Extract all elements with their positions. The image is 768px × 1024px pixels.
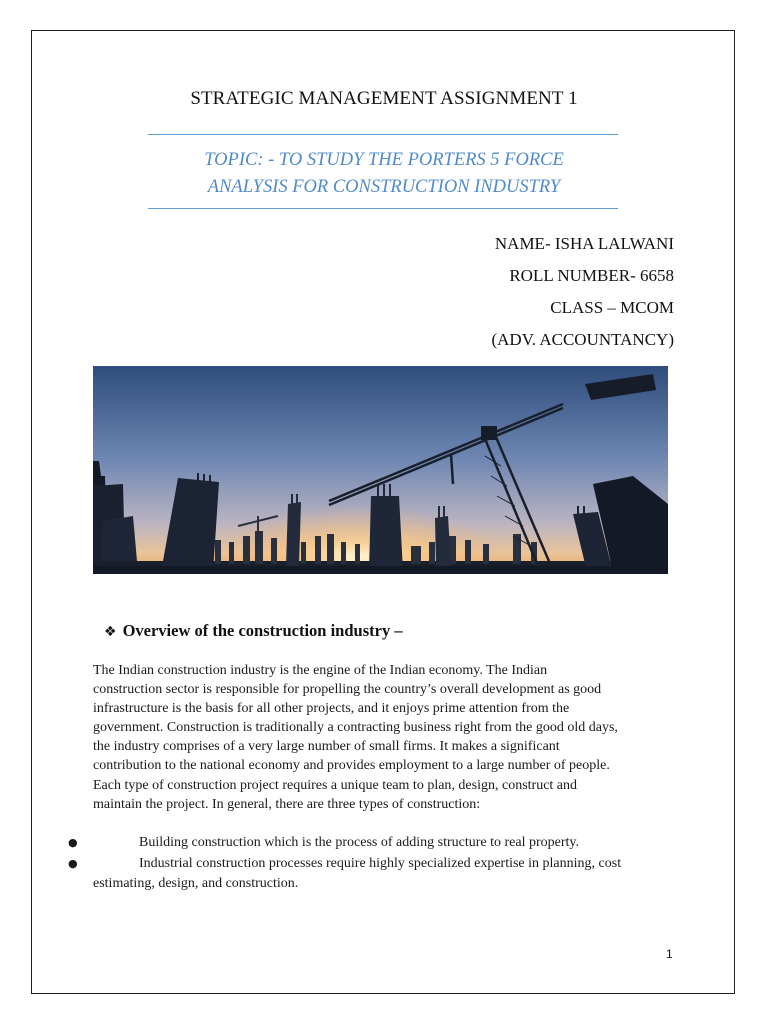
topic-line-2: ANALYSIS FOR CONSTRUCTION INDUSTRY bbox=[207, 177, 561, 197]
paragraph-line: construction sector is responsible for propelling the country’s overall development as good bbox=[93, 682, 602, 698]
list-item bbox=[0, 833, 768, 854]
roll-number: ROLL NUMBER- 6658 bbox=[509, 266, 674, 285]
paragraph-line: infrastructure is the basis for all other projects, and it enjoys prime attention from the bbox=[93, 701, 570, 717]
construction-site-photo bbox=[93, 366, 668, 574]
paragraph-line: The Indian construction industry is the engine of the Indian economy. The Indian bbox=[93, 663, 548, 678]
paragraph-line: the industry comprises of a very large number of small firms. It makes a significant bbox=[93, 739, 560, 755]
topic-line-1: TOPIC: - TO STUDY THE PORTERS 5 FORCE bbox=[204, 150, 564, 170]
paragraph-line: Each type of construction project requires a unique team to plan, design, construct and bbox=[93, 777, 578, 793]
student-name: NAME- ISHA LALWANI bbox=[494, 234, 674, 253]
construction-types-list bbox=[0, 833, 768, 895]
list-item-continuation: estimating, design, and construction. bbox=[93, 876, 299, 891]
section-heading-text: Overview of the construction industry – bbox=[122, 621, 403, 640]
section-heading bbox=[104, 621, 403, 641]
topic-block bbox=[0, 147, 768, 201]
page-number: 1 bbox=[666, 947, 673, 961]
bullet-icon: ● bbox=[68, 836, 78, 849]
class-label: CLASS – MCOM bbox=[550, 298, 674, 317]
overview-paragraph bbox=[93, 661, 683, 814]
topic-rule-bottom bbox=[148, 208, 618, 209]
paragraph-line: contribution to the national economy and provides employment to a large number of people. bbox=[93, 758, 610, 774]
list-item bbox=[0, 854, 768, 895]
list-item-text: Building construction which is the process of adding structure to real property. bbox=[139, 835, 579, 850]
topic-rule-top bbox=[148, 134, 618, 135]
paragraph-line: government. Construction is traditionally a contracting business right from the good old days, bbox=[93, 720, 618, 736]
bullet-icon: ● bbox=[68, 856, 78, 870]
diamond-star-icon: ❖ bbox=[104, 624, 117, 640]
document-title: STRATEGIC MANAGEMENT ASSIGNMENT 1 bbox=[190, 88, 578, 109]
list-item-text: Industrial construction processes require highly specialized expertise in planning, cost bbox=[139, 855, 622, 871]
specialization-label: (ADV. ACCOUNTANCY) bbox=[491, 330, 674, 349]
paragraph-line: maintain the project. In general, there are three types of construction: bbox=[93, 796, 481, 812]
